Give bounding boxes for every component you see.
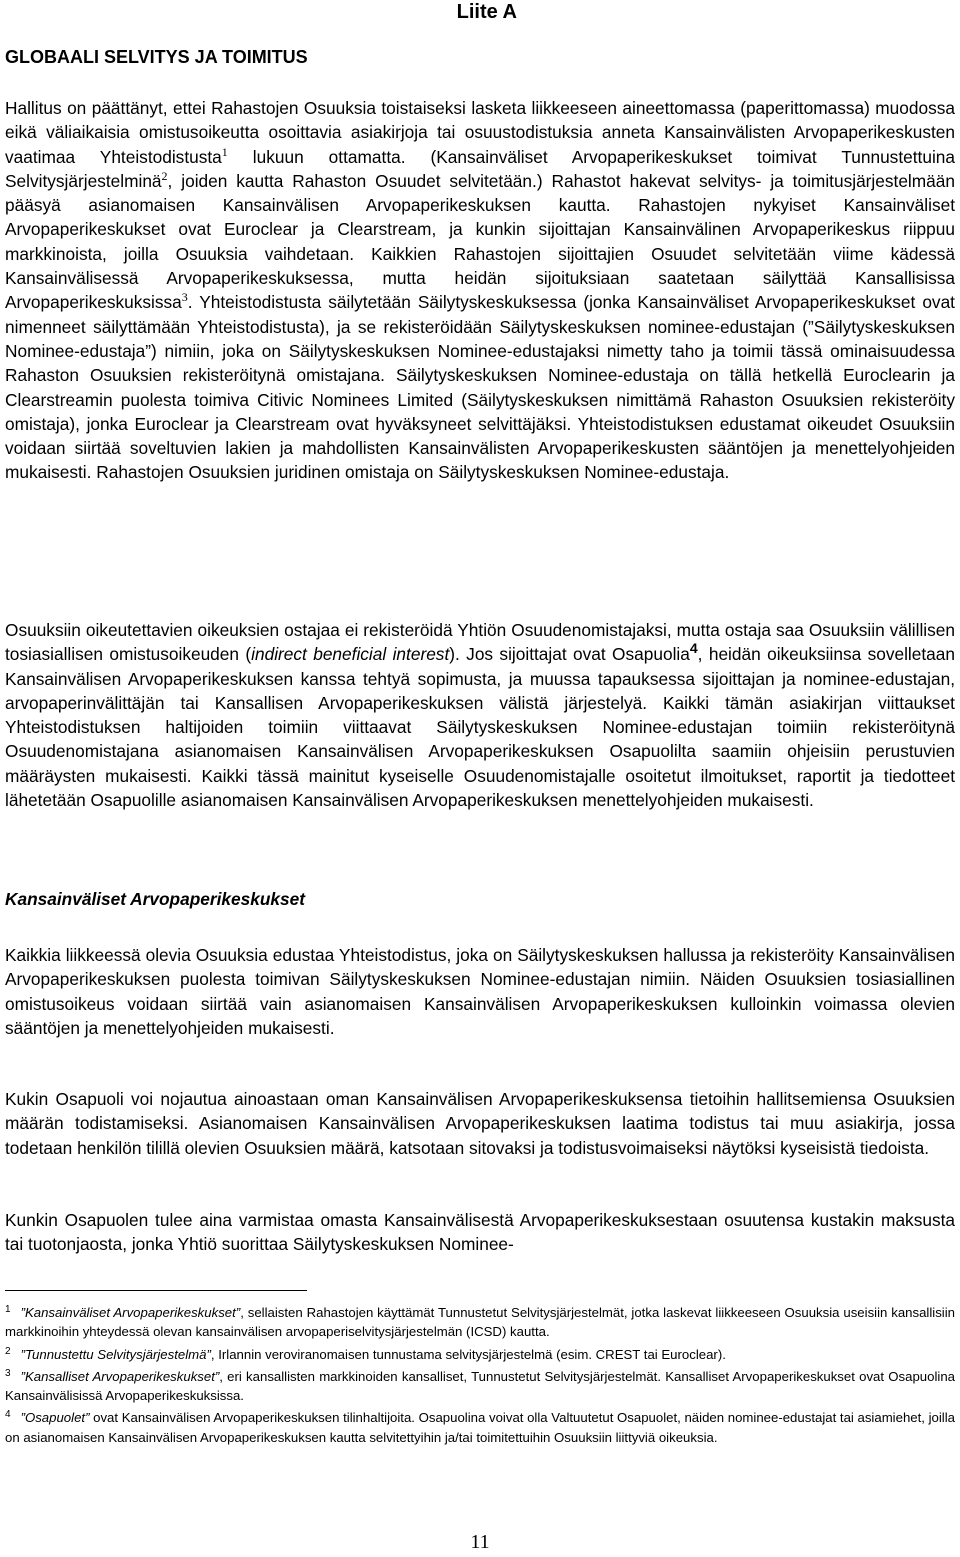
paragraph-5 bbox=[5, 1208, 955, 1257]
paragraph-1 bbox=[5, 96, 955, 485]
paragraph-1-part4: . Yhteistodistusta säilytetään Säilytyskeskuksessa (jonka Kansainväliset Arvopaperikeskukset ovat nimenneet säilyttämään Yhteistodistusta), ja se rekisteröidään Säilytyskeskuksen nominee-edustajan (”Säilytyskeskuksen Nominee-edustaja”) nimiin, joka on Säilytyskeskuksen Nominee-edustajaksi nimetty taho ja toimii tässä ominaisuudessa Rahaston Osuuksien rekisteröitynä omistajana. Säilytyskeskuksen Nominee-edustaja on tällä hetkellä Euroclearin ja Clearstreamin puolesta toimiva Citivic Nominees Limited (Säilytyskeskuksen nimittämä Rahaston Osuuksien rekisteröity omistaja), jonka Euroclear ja Clearstream ovat hyväksyneet selvittäjäksi. Yhteistodistuksen edustamat oikeudet Osuuksiin voidaan siirtää soveltuvien lakien ja mahdollisten Kansainvälisten Arvopaperikeskusten sääntöjen ja menettelyohjeiden mukaisesti. Rahastojen Osuuksien juridinen omistaja on Säilytyskeskuksen Nominee-edustaja. bbox=[5, 292, 955, 483]
paragraph-2-part1: Osuuksiin oikeutettavien oikeuksien ostajaa ei rekisteröidä Yhtiön Osuudenomistajaksi, mutta ostaja saa Osuuksiin välillisen tosiasiallisen omistusoikeuden ( bbox=[5, 620, 955, 665]
paragraph-1-part3: , joiden kautta Rahaston Osuudet selvitetään.) Rahastot hakevat selvitys- ja toimitusjärjestelmään pääsyä asianomaisen Kansainvälisen Arvopaperikeskuksen kautta. Rahastojen nykyiset Kansainväliset Arvopaperikeskukset ovat Euroclear ja Clearstream, ja kunkin sijoittajan Kansainvälinen Arvopaperikeskus riippuu markkinoista, joilla Osuuksia vaihdetaan. Kaikkien Rahastojen sijoittajien Osuudet selvitetään viime kädessä Kansainvälisessä Arvopaperikeskuksessa, mutta heidän sijoituksiaan saatetaan säilyttää Kansallisissa Arvopaperikeskuksissa bbox=[5, 170, 955, 313]
paragraph-4 bbox=[5, 1087, 955, 1160]
footnote-4-text: ovat Kansainvälisen Arvopaperikeskuksen tilinhaltijoita. Osapuolina voivat olla Valtuutetut Osapuolet, näiden nominee-edustajat tai asiamiehet, joilla on asianomaisen Kansainvälisen Arvopaperikeskuksen kautta selvitettyihin ja/tai toimitettuihin Osuuksiin liittyviä oikeuksia. bbox=[5, 1410, 955, 1445]
footnote-1-text: , sellaisten Rahastojen käyttämät Tunnustetut Selvitysjärjestelmät, jotka laskevat liikkeeseen Osuuksia useisiin kansallisiin markkinoihin yhteydessä olevan kansainvälisen arvopaperiselvitysjärjestelmän (ICSD) kautta. bbox=[5, 1305, 956, 1340]
page-number: 11 bbox=[470, 1531, 490, 1553]
section-heading-wrap bbox=[5, 887, 955, 911]
footnote-4-term: ”Osapuolet” bbox=[20, 1410, 90, 1426]
footnote-3 bbox=[5, 1364, 955, 1406]
footnote-1 bbox=[5, 1300, 955, 1342]
footnote-1-number: 1 bbox=[5, 1304, 11, 1315]
paragraph-3-text: Kaikkia liikkeessä olevia Osuuksia edustaa Yhteistodistus, joka on Säilytyskeskuksen hallussa ja rekisteröity Kansainvälisen Arvopaperikeskuksen puolesta toimivan Säilytyskeskuksen Nominee-edustajan nimiin. Näiden Osuuksien tosiasiallinen omistusoikeus voidaan siirtää vain asianomaisen Kansainvälisen Arvopaperikeskuksen kulloinkin voimassa olevien sääntöjen ja menettelyohjeiden mukaisesti. bbox=[5, 945, 955, 1038]
footnote-ref-1[interactable]: 1 bbox=[221, 144, 228, 159]
footnote-2-term: ”Tunnustettu Selvitysjärjestelmä” bbox=[20, 1346, 211, 1362]
footnote-ref-4[interactable]: 4 bbox=[689, 640, 698, 657]
paragraph-3 bbox=[5, 943, 955, 1040]
footnote-4-number: 4 bbox=[5, 1409, 11, 1421]
paragraph-2 bbox=[5, 618, 955, 812]
paragraph-2-italic: indirect beneficial interest bbox=[251, 644, 450, 665]
footnote-divider bbox=[5, 1290, 307, 1291]
footnote-ref-2[interactable]: 2 bbox=[161, 169, 168, 184]
paragraph-2-part2: ). Jos sijoittajat ovat Osapuolia bbox=[449, 644, 690, 665]
paragraph-2-part3: , heidän oikeuksiinsa sovelletaan Kansainvälisen Arvopaperikeskuksen kanssa tehtyä sopimusta, ja muussa tapauksessa sijoittajan ja nominee-edustajan, arvopaperinvälittäjän tai Kansallisen Arvopaperikeskuksen välistä järjestelyä. Kaikki tämän asiakirjan viittaukset Yhteistodistuksen haltijoiden toimiin viittaavat Säilytyskeskuksen Nominee-edustajan toimiin rekisteröitynä Osuudenomistajana asianomaisen Kansainvälisen Arvopaperikeskuksen Osapuolilta saamiin ohjeisiin perustuvien määräysten mukaisesti. Kaikki tässä mainitut kyseiselle Osuudenomistajalle osoitetut ilmoitukset, raportit ja tiedotteet lähetetään Osapuolille asianomaisen Kansainvälisen Arvopaperikeskuksen menettelyohjeiden mukaisesti. bbox=[5, 644, 956, 811]
footnote-2-text: , Irlannin veroviranomaisen tunnustama selvitysjärjestelmä (esim. CREST tai Euroclear). bbox=[210, 1346, 726, 1362]
footnote-4 bbox=[5, 1405, 955, 1447]
paragraph-1-part1: Hallitus on päättänyt, ettei Rahastojen Osuuksia toistaiseksi lasketa liikkeeseen aineettomassa (paperittomassa) muodossa eikä väliaikaisia omistusoikeutta osoittavia asiakirjoja tai osuustodistuksia anneta Kansainvälisten Arvopaperikeskusten vaatimaa Yhteistodistusta bbox=[5, 98, 955, 167]
footnote-3-text: , eri kansallisten markkinoiden kansalliset, Tunnustetut Selvitysjärjestelmät. Kansalliset Arvopaperikeskukset ovat Osapuolina Kansainvälisissä Arvopaperikeskuksissa. bbox=[5, 1368, 956, 1404]
footnote-3-term: ”Kansalliset Arvopaperikeskukset” bbox=[20, 1368, 220, 1384]
footnote-2-number: 2 bbox=[5, 1345, 11, 1357]
footnotes bbox=[5, 1300, 955, 1447]
footnote-ref-3[interactable]: 3 bbox=[181, 290, 188, 305]
page-title: GLOBAALI SELVITYS JA TOIMITUS bbox=[5, 47, 308, 67]
appendix-label: Liite A bbox=[456, 1, 517, 23]
section-heading: Kansainväliset Arvopaperikeskukset bbox=[5, 889, 306, 909]
footnote-1-term: ”Kansainväliset Arvopaperikeskukset” bbox=[20, 1305, 241, 1320]
paragraph-4-text: Kukin Osapuoli voi nojautua ainoastaan oman Kansainvälisen Arvopaperikeskuksensa tietoihin hallitsemiensa Osuuksien määrän todistamiseksi. Asianomaisen Kansainvälisen Arvopaperikeskuksen laatima todistus tai muu asiakirja, jossa todetaan henkilön tilillä olevien Osuuksien määrä, katsotaan sitovaksi ja todistusvoimaiseksi näytöksi kyseisistä tiedoista. bbox=[5, 1089, 955, 1158]
footnote-2 bbox=[5, 1342, 955, 1364]
footnote-3-number: 3 bbox=[5, 1367, 11, 1379]
paragraph-1-part2: lukuun ottamatta. (Kansainväliset Arvopaperikeskukset toimivat Tunnustettuina Selvitysjärjestelminä bbox=[5, 146, 956, 191]
paragraph-5-text: Kunkin Osapuolen tulee aina varmistaa omasta Kansainvälisestä Arvopaperikeskuksestaan osuutensa kustakin maksusta tai tuotonjaosta, jonka Yhtiö suorittaa Säilytyskeskuksen Nominee- bbox=[5, 1210, 955, 1255]
